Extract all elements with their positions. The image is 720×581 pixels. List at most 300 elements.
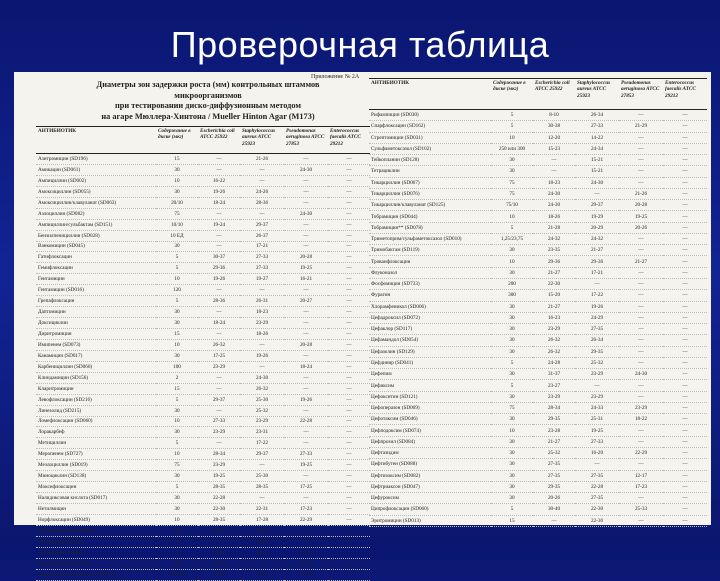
value-cell: 1	[156, 536, 198, 547]
table-row	[369, 245, 707, 256]
value-cell: 30	[491, 414, 533, 425]
value-cell: 30	[491, 166, 533, 177]
value-cell: —	[328, 514, 370, 525]
table-row	[369, 459, 707, 470]
value-cell: 17-21	[284, 547, 328, 558]
value-cell: 29-35	[575, 346, 619, 357]
antibiotic-name-cell: Цефотаксим (SD046)	[369, 414, 491, 425]
value-cell: 30	[491, 267, 533, 278]
table-row	[36, 339, 370, 350]
value-cell: 21-27	[533, 267, 575, 278]
value-cell: 18-22	[619, 414, 663, 425]
table-row	[369, 414, 707, 425]
value-cell: —	[663, 414, 707, 425]
value-cell: 30	[491, 493, 533, 504]
value-cell: —	[284, 525, 328, 536]
value-cell: —	[198, 307, 240, 318]
value-cell: 17-28	[240, 514, 284, 525]
column-header: Staphylococcus aureus ATCC 25923	[575, 79, 619, 110]
value-cell: 24-30	[240, 372, 284, 383]
antibiotic-name-cell: Цефпрозил (SD084)	[369, 436, 491, 447]
value-cell: —	[284, 471, 328, 482]
value-cell: 12-17	[619, 470, 663, 481]
value-cell: —	[663, 391, 707, 402]
value-cell: 17-23	[284, 504, 328, 515]
antibiotic-name-cell: Налидиксовая кислота (SD017)	[36, 493, 156, 504]
value-cell: —	[663, 515, 707, 526]
value-cell: —	[663, 357, 707, 368]
antibiotic-name-cell: Цефамандол (SD054)	[369, 335, 491, 346]
value-cell: 75	[156, 208, 198, 219]
value-cell: —	[328, 449, 370, 460]
value-cell: 27-35	[533, 459, 575, 470]
value-cell: —	[284, 307, 328, 318]
value-cell: 22-28	[198, 493, 240, 504]
value-cell: 17-25	[284, 482, 328, 493]
value-cell: 19-26	[240, 350, 284, 361]
value-cell: —	[663, 301, 707, 312]
antibiotic-name-cell: Кларитромицин	[36, 383, 156, 394]
value-cell: 29-35	[533, 481, 575, 492]
table-row	[369, 211, 707, 222]
value-cell: —	[328, 471, 370, 482]
value-cell: —	[328, 383, 370, 394]
value-cell: 23-27	[533, 380, 575, 391]
table-row	[369, 493, 707, 504]
value-cell: 30	[491, 391, 533, 402]
value-cell: 10	[156, 175, 198, 186]
value-cell: 23-29	[533, 324, 575, 335]
value-cell: 20-28	[284, 252, 328, 263]
column-header: Pseudomonas aeruginosa ATCC 27853	[619, 79, 663, 110]
value-cell: 5	[156, 296, 198, 307]
value-cell: —	[284, 427, 328, 438]
value-cell: 23-29	[198, 427, 240, 438]
value-cell: 25-31	[575, 414, 619, 425]
value-cell: —	[663, 188, 707, 199]
value-cell: 10	[156, 416, 198, 427]
value-cell: —	[328, 482, 370, 493]
value-cell: 15-21	[575, 155, 619, 166]
value-cell: 23-35	[533, 245, 575, 256]
value-cell: —	[663, 155, 707, 166]
antibiotic-name-cell: Цефиксим	[369, 380, 491, 391]
value-cell: 26-32	[533, 335, 575, 346]
column-header: Содержание в диске (мкг)	[156, 127, 198, 154]
antibiotic-name-cell: Цефподоксим (SD074)	[369, 425, 491, 436]
value-cell: 24-32	[533, 233, 575, 244]
value-cell: —	[663, 256, 707, 267]
value-cell: 17-25	[198, 350, 240, 361]
column-header: АНТИБИОТИК	[369, 79, 491, 110]
value-cell: 22-29	[284, 514, 328, 525]
table-row	[36, 394, 370, 405]
table-row	[36, 427, 370, 438]
value-cell: 21-29	[619, 121, 663, 132]
value-cell: 19-25	[284, 460, 328, 471]
value-cell: —	[198, 230, 240, 241]
value-cell: —	[663, 369, 707, 380]
value-cell: —	[663, 481, 707, 492]
value-cell: 30	[156, 164, 198, 175]
value-cell: —	[284, 219, 328, 230]
antibiotic-name-cell: Тикарциллин (SD067)	[369, 177, 491, 188]
value-cell: 20-28	[284, 339, 328, 350]
value-cell: 18-26	[240, 329, 284, 340]
antibiotic-name-cell: Тримобактам (SD119)	[369, 245, 491, 256]
value-cell: —	[575, 188, 619, 199]
value-cell: 30	[491, 436, 533, 447]
value-cell: 19-24	[198, 219, 240, 230]
value-cell: 21-27	[575, 245, 619, 256]
value-cell: —	[619, 267, 663, 278]
table-row	[36, 536, 370, 547]
value-cell: 28-35	[240, 482, 284, 493]
value-cell: 24-30	[533, 188, 575, 199]
value-cell: —	[328, 536, 370, 547]
antibiotic-name-cell: Бензилпенициллин (SD028)	[36, 230, 156, 241]
antibiotic-name-cell: Ломефлоксацин (SD060)	[36, 416, 156, 427]
antibiotic-name-cell: Амикацин (SD061)	[36, 164, 156, 175]
value-cell: —	[328, 241, 370, 252]
antibiotic-name-cell: Левофлоксацин (SD216)	[36, 394, 156, 405]
value-cell: 75	[156, 460, 198, 471]
table-row	[36, 197, 370, 208]
value-cell: 26-32	[240, 383, 284, 394]
value-cell: —	[328, 350, 370, 361]
value-cell: 22-30	[533, 278, 575, 289]
value-cell: —	[575, 380, 619, 391]
column-header: АНТИБИОТИК	[36, 127, 156, 154]
value-cell: 29-33	[198, 547, 240, 558]
value-cell: —	[328, 569, 370, 580]
antibiotic-name-cell: Метициллин	[36, 438, 156, 449]
value-cell: —	[663, 233, 707, 244]
antibiotic-name-cell: Канамицин (SD017)	[36, 350, 156, 361]
value-cell: —	[663, 470, 707, 481]
antibiotic-name-cell: Рифампицин (SD030)	[369, 110, 491, 121]
value-cell: 15-21	[575, 166, 619, 177]
value-cell: 27-35	[575, 493, 619, 504]
value-cell: —	[284, 493, 328, 504]
value-cell: —	[663, 425, 707, 436]
table-row	[369, 143, 707, 154]
value-cell: —	[619, 245, 663, 256]
antibiotic-name-cell: Тейкопланин (SD128)	[369, 155, 491, 166]
value-cell: 16-20	[575, 447, 619, 458]
value-cell: 24-32	[575, 233, 619, 244]
table-row	[36, 449, 370, 460]
table-row	[36, 154, 370, 165]
table-heading	[36, 80, 370, 122]
value-cell: 21-28	[533, 222, 575, 233]
value-cell: —	[328, 547, 370, 558]
value-cell: —	[284, 230, 328, 241]
value-cell: 23-29	[575, 369, 619, 380]
value-cell: —	[240, 558, 284, 569]
value-cell: 21-27	[533, 436, 575, 447]
value-cell: 17-23	[619, 481, 663, 492]
appendix-note: Приложение № 2А	[311, 74, 360, 80]
value-cell: 10	[491, 425, 533, 436]
table-row	[369, 278, 707, 289]
value-cell: 26-31	[240, 296, 284, 307]
value-cell: 17-21	[575, 267, 619, 278]
value-cell: 14-22	[575, 132, 619, 143]
table-row	[36, 514, 370, 525]
value-cell: 30	[491, 335, 533, 346]
value-cell: 24-30	[198, 569, 240, 580]
value-cell: —	[284, 154, 328, 165]
value-cell: 10	[156, 274, 198, 285]
column-header: Staphylococcus aureus ATCC 25923	[240, 127, 284, 154]
table-row	[36, 252, 370, 263]
antibiotic-name-cell: Цефтриаксон (SD047)	[369, 481, 491, 492]
table-row	[36, 175, 370, 186]
value-cell: 30	[491, 301, 533, 312]
antibiotic-name-cell: Тикарциллин/клавуланат (SD125)	[369, 200, 491, 211]
value-cell: —	[328, 154, 370, 165]
value-cell: —	[198, 438, 240, 449]
antibiotic-name-cell: Гентамицин	[36, 274, 156, 285]
value-cell: 22-30	[198, 504, 240, 515]
table-header-row	[369, 79, 707, 110]
column-header: Escherichia coli ATCC 25922	[533, 79, 575, 110]
table-row	[36, 285, 370, 296]
column-header: Содержание в диске (мкг)	[491, 79, 533, 110]
value-cell: 30	[156, 350, 198, 361]
antibiotic-name-cell: Карбенициллин (SD060)	[36, 361, 156, 372]
value-cell: 22-30	[575, 515, 619, 526]
value-cell: —	[328, 175, 370, 186]
antibiotic-name-cell: Цефтизоксим (SD082)	[369, 470, 491, 481]
value-cell: —	[240, 175, 284, 186]
antibiotic-name-cell: Цефоперазон (SD069)	[369, 402, 491, 413]
antibiotic-name-cell: Эритромицин (SD013)	[369, 515, 491, 526]
value-cell: —	[198, 329, 240, 340]
value-cell: —	[533, 166, 575, 177]
value-cell: —	[328, 372, 370, 383]
value-cell: 19-25	[619, 211, 663, 222]
value-cell: —	[575, 459, 619, 470]
value-cell: 30	[491, 459, 533, 470]
value-cell: 10	[491, 132, 533, 143]
value-cell: —	[663, 245, 707, 256]
value-cell: 24-29	[575, 312, 619, 323]
value-cell: 12-20	[533, 132, 575, 143]
value-cell: —	[240, 208, 284, 219]
value-cell: 24-33	[575, 402, 619, 413]
value-cell: —	[619, 110, 663, 121]
value-cell: 1,25/23,75	[491, 233, 533, 244]
table-row	[369, 346, 707, 357]
value-cell: —	[328, 427, 370, 438]
table-row	[36, 307, 370, 318]
value-cell: 31-37	[533, 369, 575, 380]
value-cell: 120	[156, 285, 198, 296]
slide-title: Проверочная таблица	[170, 24, 550, 65]
value-cell: —	[328, 339, 370, 350]
antibiotic-name-cell: Сульфаметоксазол (SD102)	[369, 143, 491, 154]
value-cell: 30	[156, 405, 198, 416]
value-cell: 28-34	[533, 402, 575, 413]
table-row	[369, 312, 707, 323]
value-cell: 24-28	[533, 357, 575, 368]
value-cell: 21-26	[619, 188, 663, 199]
table-row	[36, 219, 370, 230]
value-cell: 26-32	[533, 346, 575, 357]
value-cell: 19-26	[198, 186, 240, 197]
value-cell: —	[619, 357, 663, 368]
value-cell: —	[198, 536, 240, 547]
value-cell: 5	[156, 482, 198, 493]
value-cell: —	[328, 285, 370, 296]
value-cell: 5	[491, 504, 533, 515]
table-row	[369, 402, 707, 413]
heading-line: микроорганизмов	[174, 90, 242, 100]
antibiotic-name-cell: Цефаклор (SD117)	[369, 324, 491, 335]
value-cell: —	[619, 335, 663, 346]
table-row	[369, 335, 707, 346]
value-cell: —	[663, 222, 707, 233]
value-cell: 20-27	[284, 296, 328, 307]
value-cell: —	[619, 324, 663, 335]
value-cell: —	[198, 208, 240, 219]
value-cell: 19-29	[575, 211, 619, 222]
antibiotic-name-cell: Амоксициллин (SD055)	[36, 186, 156, 197]
value-cell: 19-26	[284, 394, 328, 405]
value-cell: —	[284, 536, 328, 547]
value-cell: 30	[156, 318, 198, 329]
value-cell: 24-30	[575, 177, 619, 188]
antibiotic-name-cell: Нетилмицин	[36, 504, 156, 515]
value-cell: 20-29	[575, 222, 619, 233]
value-cell: 24-30	[533, 200, 575, 211]
column-header: Enterococcus faecalis ATCC 29212	[328, 127, 370, 154]
value-cell: 25-32	[575, 357, 619, 368]
antibiotic-name-cell: Пиперациллин/тазобактам (SD735)	[36, 569, 156, 580]
table-row	[369, 369, 707, 380]
value-cell: 25-33	[284, 558, 328, 569]
table-row	[36, 460, 370, 471]
value-cell: —	[328, 394, 370, 405]
value-cell: —	[663, 110, 707, 121]
value-cell: 15	[156, 329, 198, 340]
value-cell: 30-40	[533, 504, 575, 515]
value-cell: 22-28	[575, 481, 619, 492]
value-cell: 17-22	[240, 438, 284, 449]
right-table-panel	[369, 78, 707, 527]
value-cell: 27-33	[240, 263, 284, 274]
value-cell: —	[619, 278, 663, 289]
value-cell: 26-37	[240, 230, 284, 241]
value-cell: —	[198, 405, 240, 416]
value-cell: —	[328, 460, 370, 471]
antibiotic-name-cell: Трованфлоксацин	[369, 256, 491, 267]
value-cell: 30	[156, 504, 198, 515]
value-cell: —	[328, 405, 370, 416]
value-cell: 29-36	[198, 263, 240, 274]
value-cell: 23-29	[575, 391, 619, 402]
table-row	[36, 547, 370, 558]
value-cell: 300	[156, 525, 198, 536]
table-row	[369, 177, 707, 188]
value-cell: 27-35	[533, 470, 575, 481]
value-cell: —	[284, 318, 328, 329]
antibiotic-name-cell: Тобрамицин** (SD078)	[369, 222, 491, 233]
value-cell: 30	[491, 369, 533, 380]
antibiotic-name-cell: Цефтазидим	[369, 447, 491, 458]
value-cell: —	[663, 267, 707, 278]
table-row	[369, 188, 707, 199]
value-cell: —	[663, 346, 707, 357]
table-row	[369, 391, 707, 402]
right-table-body	[369, 110, 707, 527]
value-cell: 5	[491, 222, 533, 233]
value-cell: 30	[156, 493, 198, 504]
value-cell: —	[284, 197, 328, 208]
value-cell: 5	[491, 121, 533, 132]
value-cell: —	[328, 219, 370, 230]
value-cell: 5	[156, 438, 198, 449]
value-cell: —	[663, 121, 707, 132]
value-cell: 21-27	[533, 301, 575, 312]
value-cell: 10	[156, 514, 198, 525]
value-cell: —	[663, 312, 707, 323]
table-header-row	[36, 127, 370, 154]
antibiotic-name-cell: Ампициллин/сульбактам (SD151)	[36, 219, 156, 230]
antibiotic-name-cell: Гентамицин (SD016)	[36, 285, 156, 296]
value-cell: 22-28	[284, 416, 328, 427]
value-cell: 30	[491, 245, 533, 256]
antibiotic-name-cell: Имипенем (SD073)	[36, 339, 156, 350]
value-cell: 22-31	[240, 504, 284, 515]
value-cell: —	[328, 438, 370, 449]
value-cell: 250 или 300	[491, 143, 533, 154]
value-cell: —	[663, 335, 707, 346]
antibiotic-name-cell: Пиперациллин (SD069)	[36, 558, 156, 569]
value-cell: 18-24	[198, 318, 240, 329]
value-cell: 25-33	[619, 504, 663, 515]
value-cell: 30	[491, 346, 533, 357]
table-row	[369, 425, 707, 436]
value-cell: 28-36	[240, 197, 284, 208]
value-cell: 19-25	[198, 471, 240, 482]
reference-table-sheet	[14, 72, 711, 578]
antibiotic-name-cell: Цефтибутен (SD088)	[369, 459, 491, 470]
column-header: Enterococcus faecalis ATCC 29212	[663, 79, 707, 110]
value-cell: —	[619, 132, 663, 143]
value-cell: 29-37	[240, 219, 284, 230]
table-row	[36, 230, 370, 241]
antibiotic-name-cell: Офлоксацин (SD057)	[36, 547, 156, 558]
value-cell: —	[240, 285, 284, 296]
value-cell: 20-26	[533, 493, 575, 504]
value-cell: —	[663, 447, 707, 458]
value-cell: —	[328, 186, 370, 197]
value-cell: —	[198, 241, 240, 252]
value-cell: —	[619, 380, 663, 391]
antibiotic-name-cell: Гатифлоксацин	[36, 252, 156, 263]
value-cell: —	[328, 252, 370, 263]
value-cell: 19-26	[198, 274, 240, 285]
value-cell: —	[328, 296, 370, 307]
value-cell: —	[533, 155, 575, 166]
value-cell: 30	[156, 186, 198, 197]
table-row	[369, 267, 707, 278]
table-row	[36, 416, 370, 427]
value-cell: 27-33	[284, 449, 328, 460]
